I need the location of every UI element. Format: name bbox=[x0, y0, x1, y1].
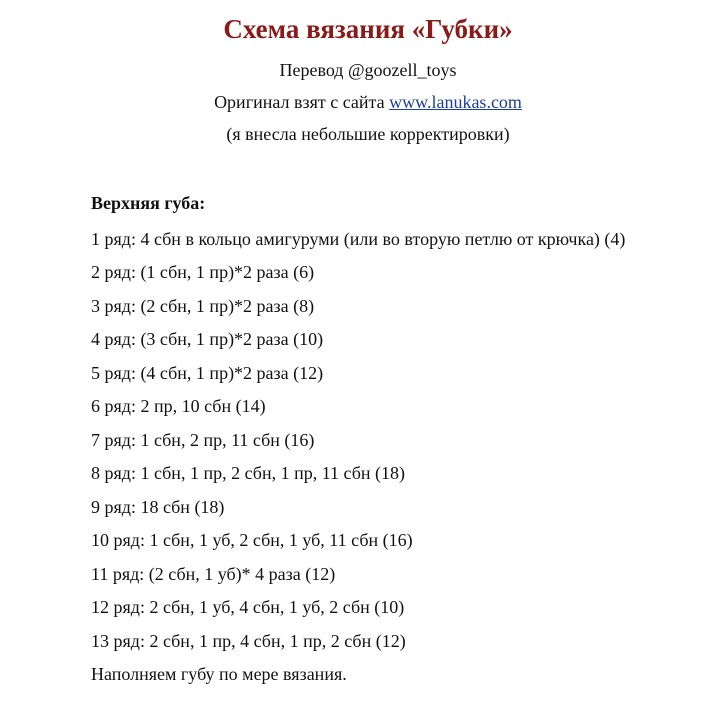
pattern-row: 9 ряд: 18 сбн (18) bbox=[91, 496, 225, 517]
pattern-row: 11 ряд: (2 сбн, 1 уб)* 4 раза (12) bbox=[91, 563, 336, 584]
pattern-row: 12 ряд: 2 сбн, 1 уб, 4 сбн, 1 уб, 2 сбн (10) bbox=[91, 597, 405, 617]
section-heading: Верхняя губа: bbox=[91, 193, 206, 213]
pattern-row: 13 ряд: 2 сбн, 1 пр, 4 сбн, 1 пр, 2 сбн (12) bbox=[91, 630, 406, 651]
pattern-row: 6 ряд: 2 пр, 10 сбн (14) bbox=[91, 396, 266, 416]
pattern-row: 7 ряд: 1 сбн, 2 пр, 11 сбн (16) bbox=[91, 429, 315, 450]
pattern-row: 8 ряд: 1 сбн, 1 пр, 2 сбн, 1 пр, 11 сбн (18) bbox=[91, 463, 406, 483]
document-title: Схема вязания «Губки» bbox=[223, 14, 513, 44]
original-source bbox=[0, 92, 720, 113]
original-source-label: Оригинал взят с сайта bbox=[214, 92, 390, 112]
source-link[interactable]: www.lanukas.com bbox=[389, 92, 522, 112]
pattern-row: 10 ряд: 1 сбн, 1 уб, 2 сбн, 1 уб, 11 сбн (16) bbox=[91, 530, 413, 550]
translation-credit: Перевод @goozell_toys bbox=[279, 60, 457, 80]
pattern-row: 3 ряд: (2 сбн, 1 пр)*2 раза (8) bbox=[91, 295, 315, 316]
pattern-row: 4 ряд: (3 сбн, 1 пр)*2 раза (10) bbox=[91, 329, 324, 349]
pattern-row: 5 ряд: (4 сбн, 1 пр)*2 раза (12) bbox=[91, 362, 324, 383]
pattern-row: 2 ряд: (1 сбн, 1 пр)*2 раза (6) bbox=[91, 262, 315, 282]
pattern-row: 1 ряд: 4 сбн в кольцо амигуруми (или во вторую петлю от крючка) (4) bbox=[91, 229, 626, 249]
pattern-rows bbox=[91, 228, 651, 685]
author-note: (я внесла небольшие корректировки) bbox=[226, 124, 510, 144]
footer-note: Наполняем губу по мере вязания. bbox=[91, 664, 347, 684]
